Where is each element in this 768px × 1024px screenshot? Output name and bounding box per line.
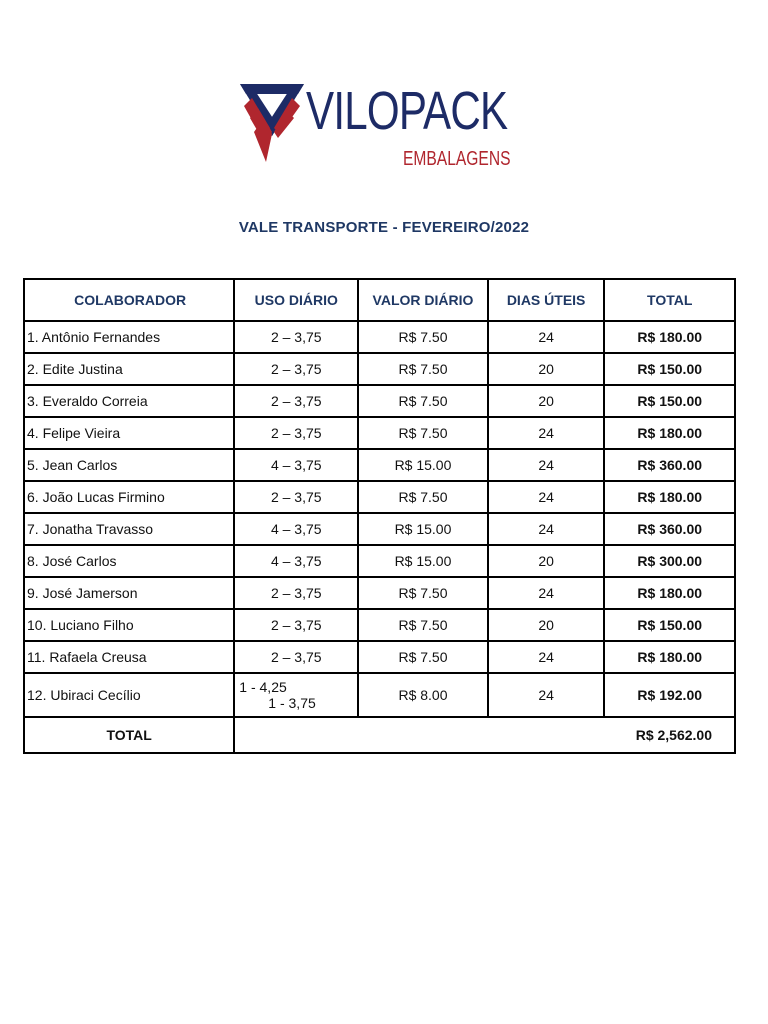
table-row [24, 449, 735, 481]
cell-dias: 24 [488, 417, 605, 449]
cell-uso: 4 – 3,75 [234, 545, 358, 577]
cell-valor: R$ 15.00 [358, 513, 488, 545]
cell-dias: 24 [488, 673, 605, 717]
cell-valor: R$ 7.50 [358, 609, 488, 641]
cell-colaborador: 6. João Lucas Firmino [24, 481, 234, 513]
table-row [24, 481, 735, 513]
cell-dias: 24 [488, 321, 605, 353]
table-row [24, 545, 735, 577]
header-valor-diario: VALOR DIÁRIO [358, 279, 488, 321]
brand-subtitle: EMBALAGENS [403, 148, 511, 170]
cell-dias: 24 [488, 513, 605, 545]
cell-uso: 2 – 3,75 [234, 609, 358, 641]
brand-name: VILOPACK [306, 81, 508, 141]
company-logo [238, 76, 511, 176]
cell-valor: R$ 7.50 [358, 577, 488, 609]
cell-valor: R$ 15.00 [358, 545, 488, 577]
cell-dias: 20 [488, 545, 605, 577]
header-uso-diario: USO DIÁRIO [234, 279, 358, 321]
cell-colaborador: 12. Ubiraci Cecílio [24, 673, 234, 717]
grand-total-value: R$ 2,562.00 [234, 717, 735, 753]
cell-uso: 2 – 3,75 [234, 417, 358, 449]
cell-colaborador: 3. Everaldo Correia [24, 385, 234, 417]
cell-uso: 2 – 3,75 [234, 321, 358, 353]
cell-valor: R$ 7.50 [358, 641, 488, 673]
cell-dias: 20 [488, 353, 605, 385]
cell-total: R$ 180.00 [604, 321, 735, 353]
cell-uso-line: 1 - 3,75 [268, 695, 316, 711]
transport-voucher-table [23, 278, 736, 754]
cell-colaborador: 4. Felipe Vieira [24, 417, 234, 449]
cell-dias: 24 [488, 481, 605, 513]
table-row [24, 353, 735, 385]
table-row [24, 673, 735, 717]
cell-valor: R$ 7.50 [358, 353, 488, 385]
cell-colaborador: 11. Rafaela Creusa [24, 641, 234, 673]
cell-uso: 4 – 3,75 [234, 513, 358, 545]
cell-total: R$ 180.00 [604, 577, 735, 609]
cell-uso: 2 – 3,75 [234, 641, 358, 673]
header-dias-uteis: DIAS ÚTEIS [488, 279, 605, 321]
cell-uso: 4 – 3,75 [234, 449, 358, 481]
cell-colaborador: 5. Jean Carlos [24, 449, 234, 481]
cell-valor: R$ 15.00 [358, 449, 488, 481]
table-total-row [24, 717, 735, 753]
cell-total: R$ 180.00 [604, 417, 735, 449]
header-colaborador: COLABORADOR [24, 279, 234, 321]
header-total: TOTAL [604, 279, 735, 321]
cell-total: R$ 300.00 [604, 545, 735, 577]
cell-total: R$ 180.00 [604, 481, 735, 513]
vilopack-logo-mark-icon [238, 76, 306, 166]
cell-colaborador: 7. Jonatha Travasso [24, 513, 234, 545]
cell-valor: R$ 7.50 [358, 385, 488, 417]
cell-uso: 2 – 3,75 [234, 577, 358, 609]
cell-valor: R$ 7.50 [358, 417, 488, 449]
table-header-row [24, 279, 735, 321]
cell-total: R$ 360.00 [604, 513, 735, 545]
table-row [24, 577, 735, 609]
table-row [24, 513, 735, 545]
total-label: TOTAL [24, 717, 234, 753]
cell-dias: 24 [488, 449, 605, 481]
cell-total: R$ 150.00 [604, 609, 735, 641]
document-title: VALE TRANSPORTE - FEVEREIRO/2022 [238, 219, 530, 236]
table-row [24, 321, 735, 353]
cell-total: R$ 192.00 [604, 673, 735, 717]
cell-total: R$ 150.00 [604, 353, 735, 385]
table-row [24, 641, 735, 673]
cell-total: R$ 180.00 [604, 641, 735, 673]
cell-dias: 20 [488, 385, 605, 417]
cell-dias: 20 [488, 609, 605, 641]
cell-valor: R$ 8.00 [358, 673, 488, 717]
cell-valor: R$ 7.50 [358, 321, 488, 353]
table-row [24, 417, 735, 449]
cell-total: R$ 150.00 [604, 385, 735, 417]
cell-dias: 24 [488, 641, 605, 673]
cell-colaborador: 10. Luciano Filho [24, 609, 234, 641]
table-row [24, 385, 735, 417]
cell-valor: R$ 7.50 [358, 481, 488, 513]
cell-colaborador: 8. José Carlos [24, 545, 234, 577]
cell-uso: 2 – 3,75 [234, 353, 358, 385]
cell-uso: 2 – 3,75 [234, 385, 358, 417]
cell-uso [234, 673, 358, 717]
cell-colaborador: 1. Antônio Fernandes [24, 321, 234, 353]
cell-colaborador: 9. José Jamerson [24, 577, 234, 609]
cell-total: R$ 360.00 [604, 449, 735, 481]
cell-uso-line: 1 - 4,25 [239, 679, 287, 695]
cell-colaborador: 2. Edite Justina [24, 353, 234, 385]
table-row [24, 609, 735, 641]
cell-uso: 2 – 3,75 [234, 481, 358, 513]
cell-dias: 24 [488, 577, 605, 609]
